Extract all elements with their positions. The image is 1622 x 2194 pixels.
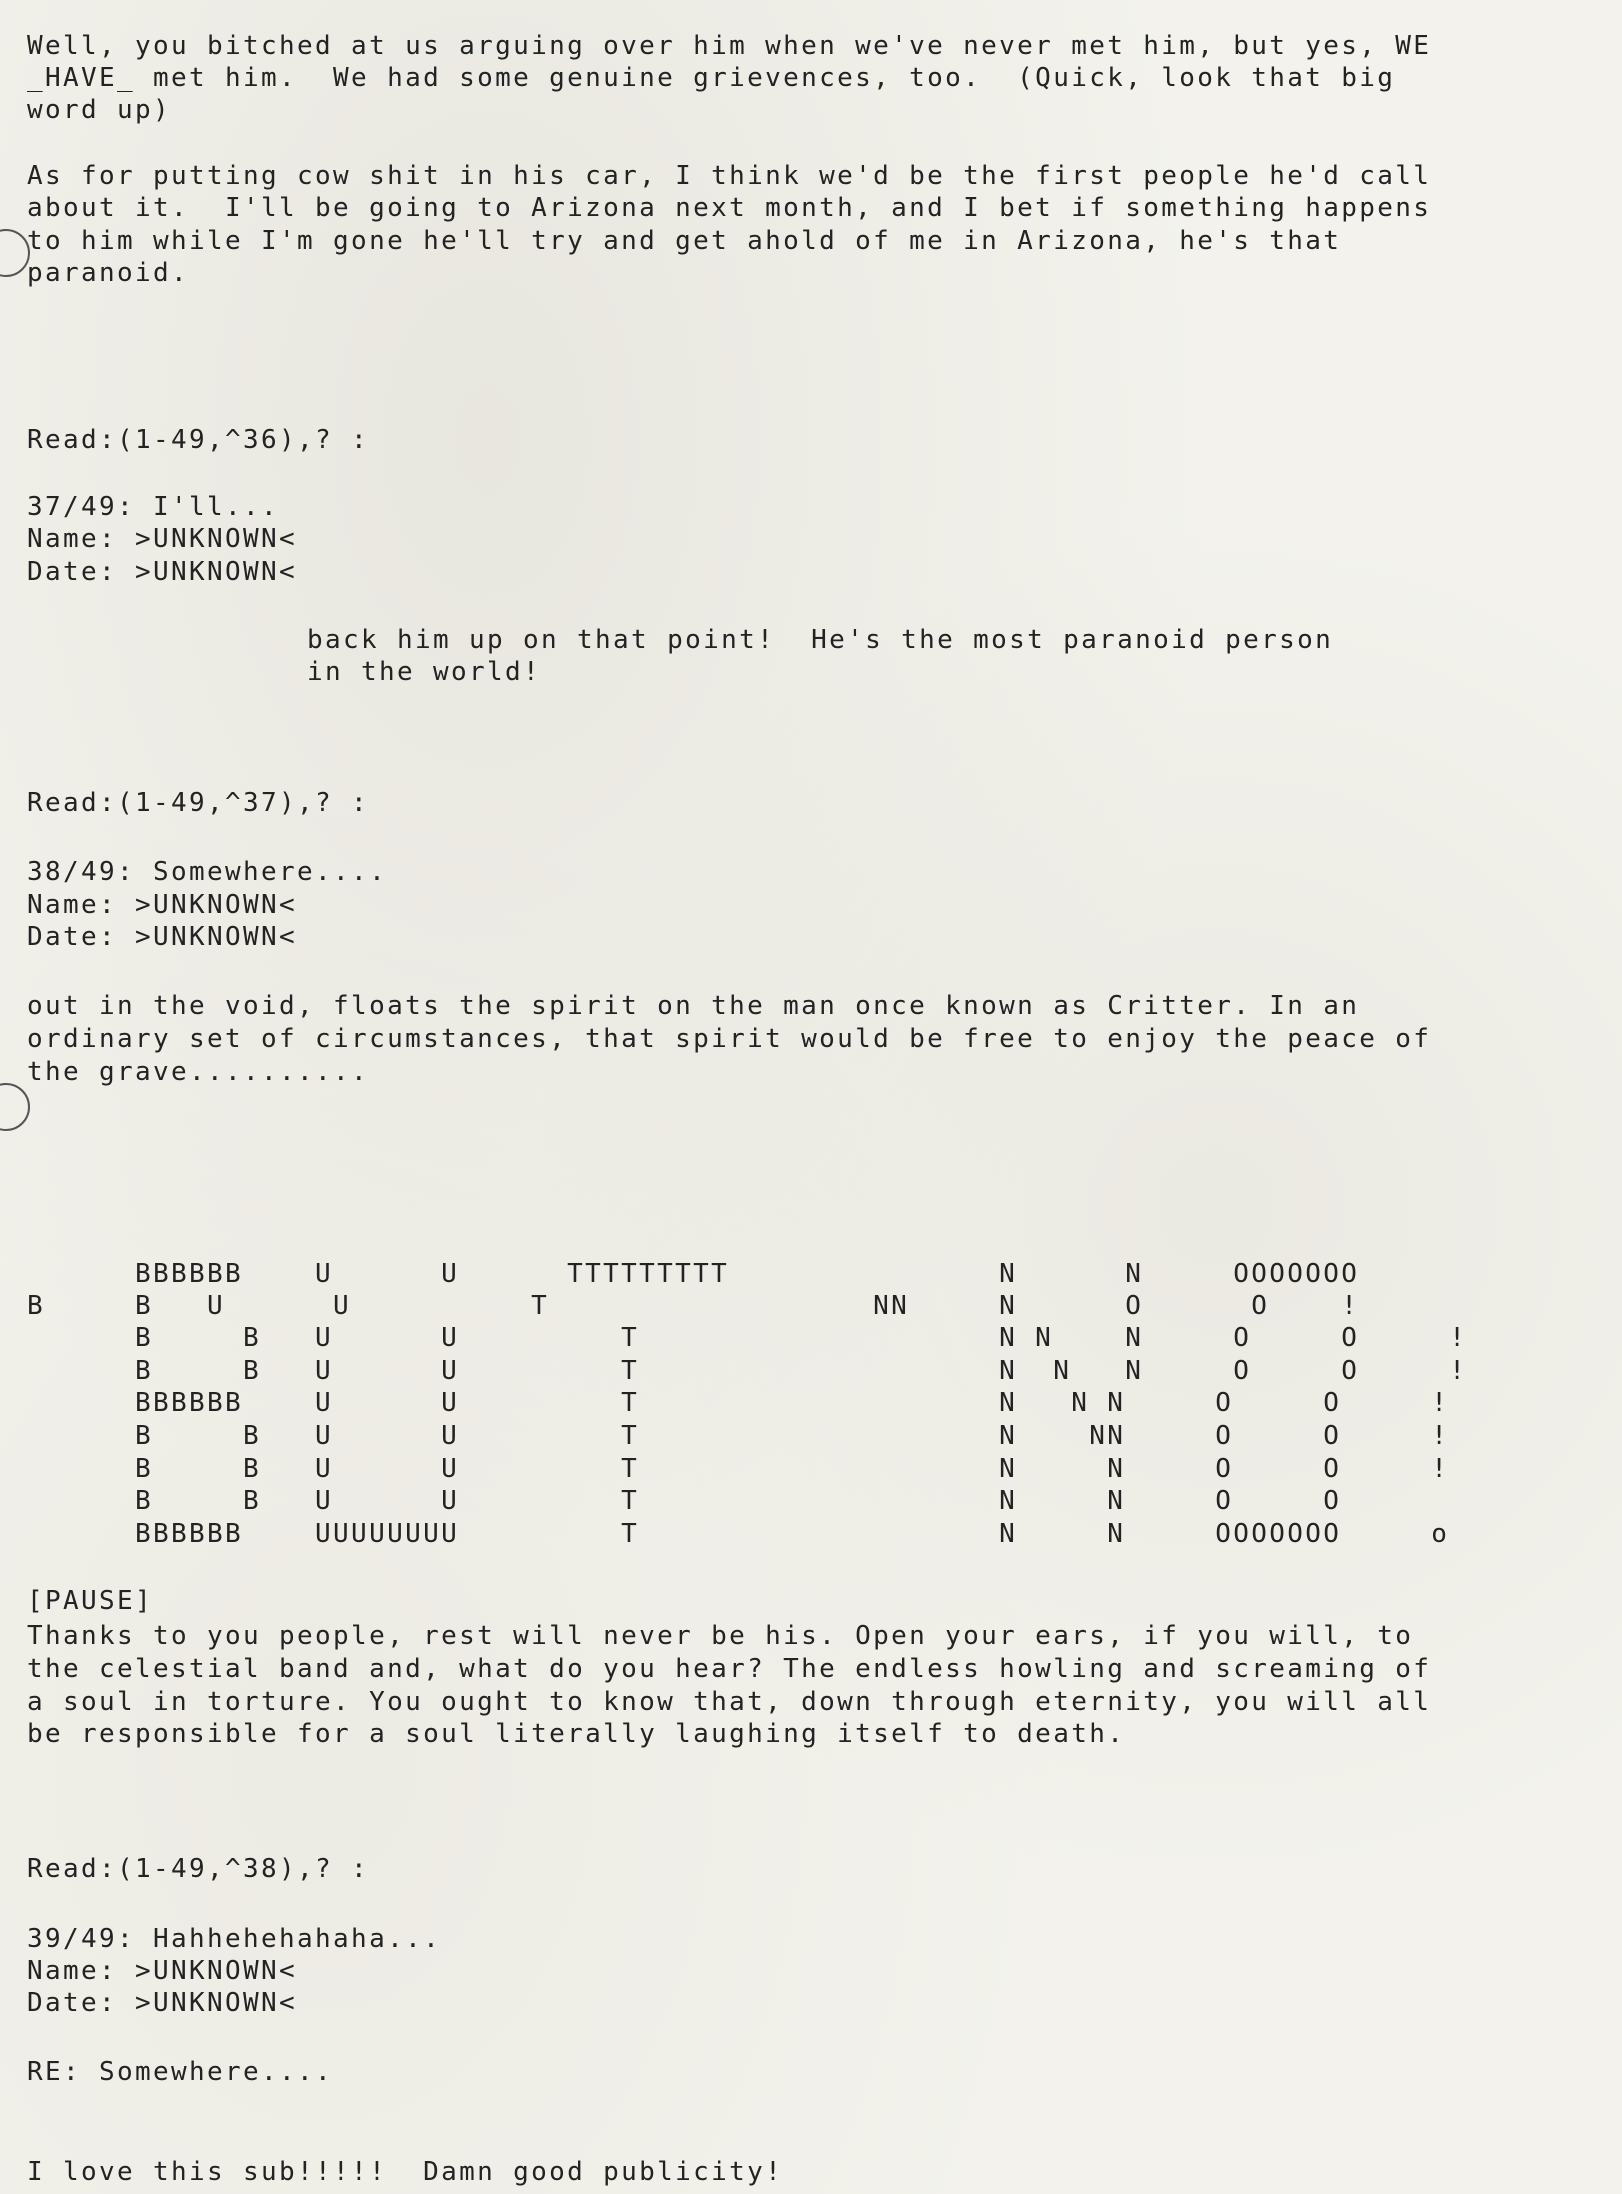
message-re-line: RE: Somewhere....	[27, 2057, 334, 2087]
message-subject: 38/49: Somewhere....	[27, 857, 388, 887]
paragraph-line: paranoid.	[27, 258, 190, 288]
message-body-line: back him up on that point! He's the most paranoid person	[307, 625, 1334, 655]
message-body-line: out in the void, floats the spirit on the man once known as Critter. In an	[27, 991, 1360, 1021]
message-name: Name: >UNKNOWN<	[27, 524, 298, 554]
pause-marker: [PAUSE]	[27, 1586, 154, 1616]
ascii-art-line: B B U U T N N O O	[27, 1486, 1342, 1516]
read-prompt: Read:(1-49,^36),? :	[27, 425, 370, 455]
ascii-art-line: B B U U T N N N O O !	[27, 1356, 1468, 1386]
ascii-art-line: BBBBBB U U T N N N O O !	[27, 1388, 1450, 1418]
message-body-line: a soul in torture. You ought to know that, down through eternity, you will all	[27, 1687, 1432, 1717]
ascii-art-line: BBBBBB UUUUUUUU T N N OOOOOOO o	[27, 1519, 1450, 1549]
message-body-line: ordinary set of circumstances, that spirit would be free to enjoy the peace of	[27, 1024, 1432, 1054]
paragraph-line: _HAVE_ met him. We had some genuine grievences, too. (Quick, look that big	[27, 63, 1396, 93]
punch-hole-mark	[0, 229, 30, 277]
ascii-art-line: B B U U T N N N O O !	[27, 1323, 1468, 1353]
ascii-art-line: B B U U T N NN O O !	[27, 1421, 1450, 1451]
message-subject: 39/49: Hahhehehahaha...	[27, 1924, 442, 1954]
message-body-line: I love this sub!!!!! Damn good publicity!	[27, 2157, 784, 2187]
paragraph-line: to him while I'm gone he'll try and get ahold of me in Arizona, he's that	[27, 226, 1342, 256]
message-subject: 37/49: I'll...	[27, 492, 280, 522]
message-name: Name: >UNKNOWN<	[27, 890, 298, 920]
message-date: Date: >UNKNOWN<	[27, 1988, 298, 2018]
paragraph-line: Well, you bitched at us arguing over him when we've never met him, but yes, WE	[27, 31, 1432, 61]
ascii-art-line: B B U U T NN N O O !	[27, 1291, 1360, 1321]
read-prompt: Read:(1-49,^38),? :	[27, 1854, 370, 1884]
message-body-line: in the world!	[307, 657, 542, 687]
paragraph-line: word up)	[27, 95, 172, 125]
paragraph-line: As for putting cow shit in his car, I think we'd be the first people he'd call	[27, 161, 1432, 191]
read-prompt: Read:(1-49,^37),? :	[27, 788, 370, 818]
message-body-line: be responsible for a soul literally laughing itself to death.	[27, 1719, 1126, 1749]
ascii-art-line: B B U U T N N O O !	[27, 1454, 1450, 1484]
message-date: Date: >UNKNOWN<	[27, 922, 298, 952]
message-date: Date: >UNKNOWN<	[27, 557, 298, 587]
punch-hole-mark	[0, 1083, 30, 1131]
message-name: Name: >UNKNOWN<	[27, 1956, 298, 1986]
message-body-line: Thanks to you people, rest will never be his. Open your ears, if you will, to	[27, 1621, 1414, 1651]
message-body-line: the grave..........	[27, 1057, 370, 1087]
message-body-line: the celestial band and, what do you hear? The endless howling and screaming of	[27, 1654, 1432, 1684]
ascii-art-line: BBBBBB U U TTTTTTTTT N N OOOOOOO	[27, 1259, 1360, 1289]
paragraph-line: about it. I'll be going to Arizona next month, and I bet if something happens	[27, 193, 1432, 223]
